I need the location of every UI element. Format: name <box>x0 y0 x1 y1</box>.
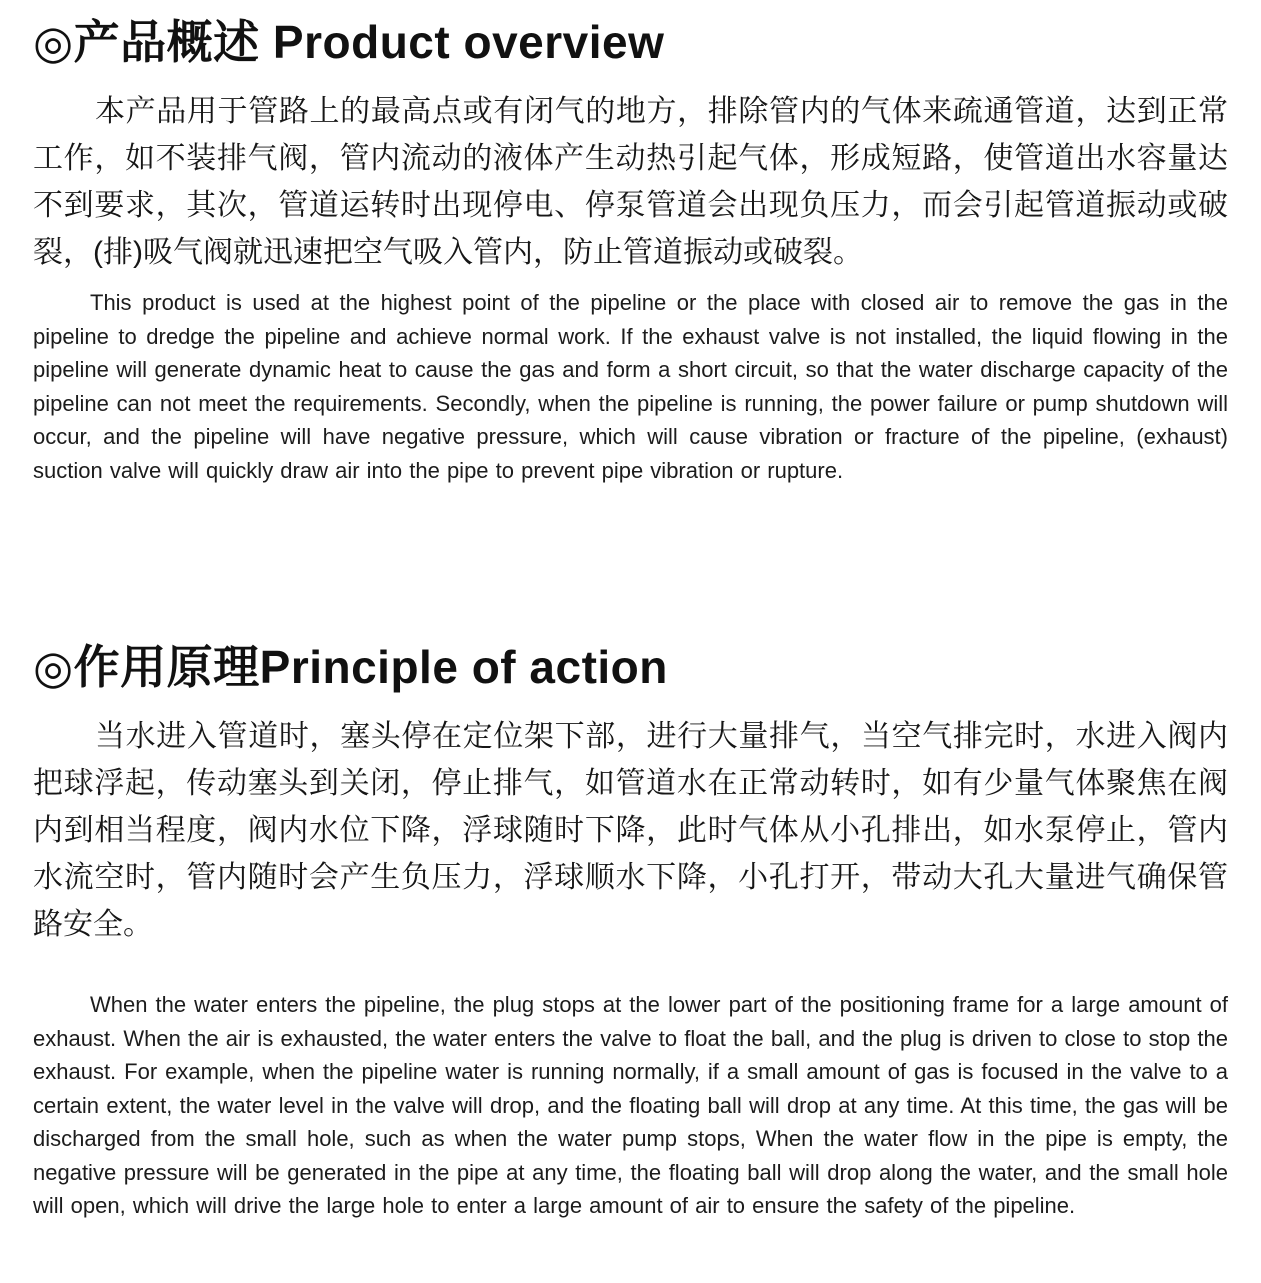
principle-of-action-heading: ◎作用原理Principle of action <box>33 641 668 693</box>
section-principle-of-action <box>33 639 1228 1223</box>
principle-of-action-paragraph-en: When the water enters the pipeline, the plug stops at the lower part of the positioning frame for a large amount of exhaust. When the air is exhausted, the water enters the valve to float the ball, and the plug is driven to close to stop the exhaust. For example, when the pipeline water is running normally, if a small amount of gas is focused in the valve to a certain extent, the water level in the valve will drop, and the floating ball will drop at any time. At this time, the gas will be discharged from the small hole, such as when the water pump stops, When the water flow in the pipe is empty, the negative pressure will be generated in the pipe at any time, the floating ball will drop along the water, and the small hole will open, which will drive the large hole to enter a large amount of air to ensure the safety of the pipeline. <box>33 992 1228 1218</box>
principle-of-action-paragraph-zh: 当水进入管道时，塞头停在定位架下部，进行大量排气，当空气排完时，水进入阀内把球浮起，传动塞头到关闭，停止排气，如管道水在正常动转时，如有少量气体聚焦在阀内到相当程度，阀内水位下降，浮球随时下降，此时气体从小孔排出，如水泵停止，管内水流空时，管内随时会产生负压力，浮球顺水下降，小孔打开，带动大孔大量进气确保管路安全。 <box>33 720 1228 941</box>
product-overview-paragraph-zh: 本产品用于管路上的最高点或有闭气的地方，排除管内的气体来疏通管道，达到正常工作，如不装排气阀，管内流动的液体产生动热引起气体，形成短路，使管道出水容量达不到要求，其次，管道运转时出现停电、停泵管道会出现负压力，而会引起管道振动或破裂，(排)吸气阀就迅速把空气吸入管内，防止管道振动或破裂。 <box>33 95 1228 269</box>
product-overview-paragraph-en: This product is used at the highest point of the pipeline or the place with closed air to remove the gas in the pipeline to dredge the pipeline and achieve normal work. If the exhaust valve is not installed, the liquid flowing in the pipeline will generate dynamic heat to cause the gas and form a short circuit, so that the water discharge capacity of the pipeline can not meet the requirements. Secondly, when the pipeline is running, the power failure or pump shutdown will occur, and the pipeline will have negative pressure, which will cause vibration or fracture of the pipeline, (exhaust) suction valve will quickly draw air into the pipe to prevent pipe vibration or rupture. <box>33 290 1228 483</box>
product-overview-heading: ◎产品概述 Product overview <box>33 16 665 68</box>
section-product-overview <box>33 14 1228 487</box>
